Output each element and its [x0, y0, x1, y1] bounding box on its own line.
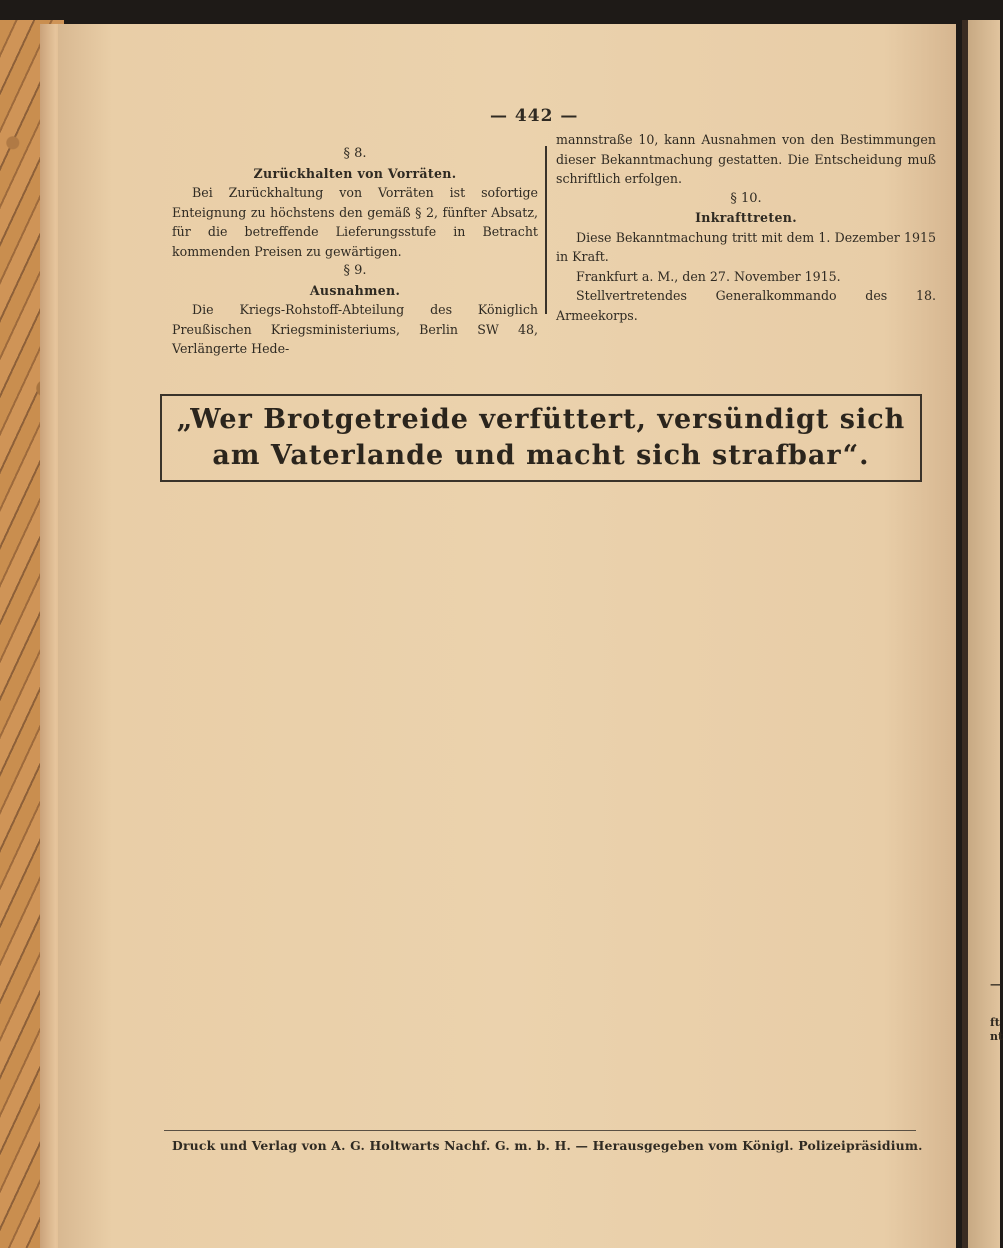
imprint-footer: Druck und Verlag von A. G. Holtwarts Nachf. G. m. b. H. — Herausgegeben vom Königl. Polizeipräsidium. [172, 1138, 923, 1153]
slogan-box [160, 394, 922, 482]
signature-line: Stellvertretendes Generalkommando des 18. Armeekorps. [556, 288, 936, 323]
section-10-number: § 10. [730, 190, 762, 206]
section-8-number: § 8. [343, 146, 367, 161]
section-10-text: Diese Bekanntmachung tritt mit dem 1. Dezember 1915 in Kraft. [556, 229, 936, 264]
column-divider [545, 146, 547, 314]
section-9-title: Ausnahmen. [309, 282, 401, 298]
slogan-line-2: am Vaterlande und macht sich strafbar“. [212, 440, 870, 471]
section-9-continuation: mannstraße 10, kann Ausnahmen von den Bestimmungen dieser Bekanntmachung gestatten. Die Entscheidung muß schriftlich erfolgen. [556, 132, 936, 186]
right-column [556, 130, 936, 325]
section-10-title: Inkrafttreten. [695, 210, 797, 225]
left-column [172, 144, 538, 359]
section-8-title: Zurückhalten von Vorräten. [253, 165, 457, 181]
footer-rule [164, 1130, 916, 1131]
adjacent-page-fragment: nt [990, 1030, 1003, 1043]
adjacent-page-edge [962, 20, 1003, 1248]
section-9-number: § 9. [343, 263, 367, 278]
adjacent-page-fragment: ft [990, 1016, 1000, 1029]
adjacent-page-fragment: — [990, 978, 1001, 991]
slogan-line-1: „Wer Brotgetreide verfüttert, versündigt sich [176, 404, 906, 435]
section-8-text: Bei Zurückhaltung von Vorräten ist sofortige Enteignung zu höchstens den gemäß § 2, fünfter Absatz, für die betreffende Lieferungsstufe in Betracht kommenden Preisen zu gewärtigen. [172, 185, 538, 259]
page-number: — 442 — [490, 106, 579, 126]
section-9-text: Die Kriegs-Rohstoff-Abteilung des Königlich Preußischen Kriegsministeriums, Berlin SW 48, Verlängerte Hede- [172, 302, 538, 356]
date-line: Frankfurt a. M., den 27. November 1915. [576, 268, 841, 284]
